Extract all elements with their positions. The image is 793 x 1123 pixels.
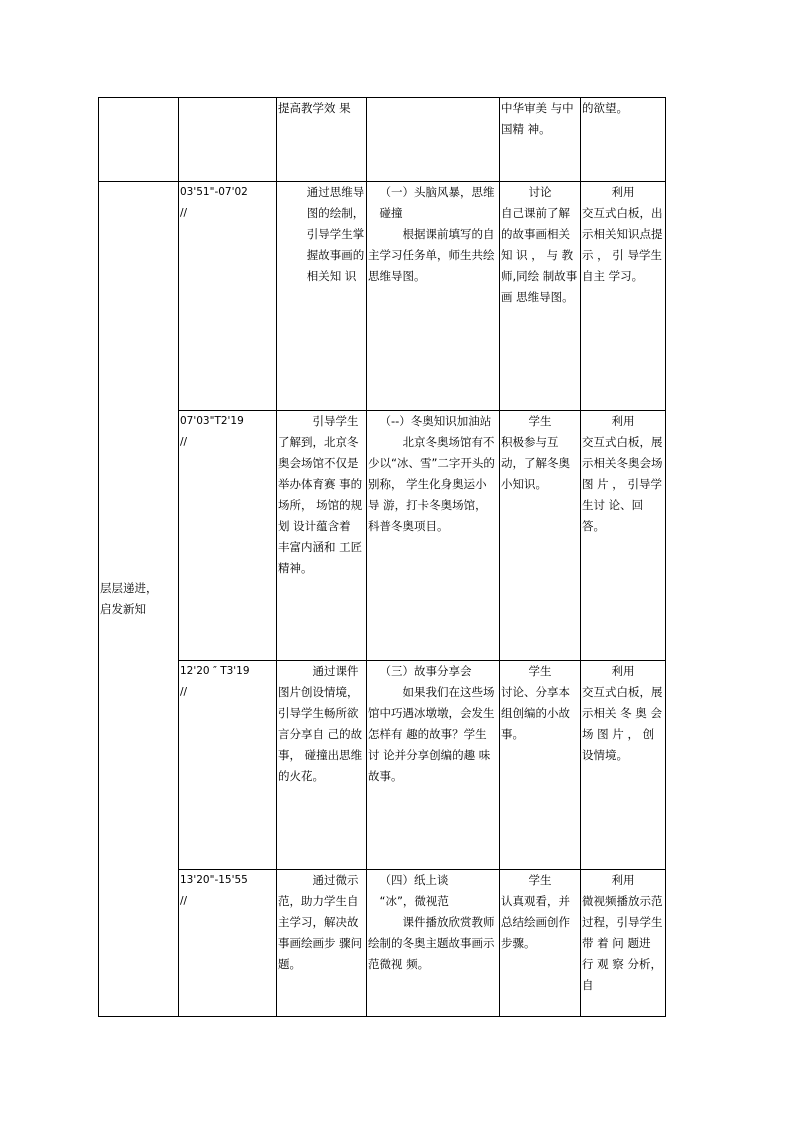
teacher-cell: [367, 98, 500, 182]
teacher-cell: （四）纸上谈 “冰”，微视范 课件播放欣赏教师绘制的冬奥主题故事画示范微视 频。: [367, 870, 500, 1017]
student-cell: 学生 积极参与互动，了解冬奥小知识。: [500, 411, 581, 661]
means-cell: 利用 微视频播放示范过程，引导学生 带 着 问 题进 行 观 察 分析，自: [581, 870, 666, 1017]
means-cell: 利用 交互式白板，展示相关 冬 奥 会 场 图 片 ， 创 设情境。: [581, 661, 666, 870]
means-cell: 的欲望。: [581, 98, 666, 182]
time-cell: 13'20"-15'55 //: [179, 870, 277, 1017]
means-cell: 利用 交互式白板，出示相关知识点提 示 ， 引 导学生自主 学习。: [581, 182, 666, 411]
student-cell: 讨论 自己课前了解的故事画相关知 识 ， 与 教师,同绘 制故事画 思维导图。: [500, 182, 581, 411]
goal-cell: 提高教学效 果: [277, 98, 367, 182]
means-cell: 利用 交互式白板，展示相关冬奥会场 图 片 ， 引导学生讨 论、回答。: [581, 411, 666, 661]
table-row: [99, 870, 666, 1017]
goal-cell: 通过思维导图的绘制，引导学生掌握故事画的相关知 识: [277, 182, 367, 411]
teacher-cell: （三）故事分享会 如果我们在这些场馆中巧遇冰墩墩，会发生怎样有 趣的故事？学生讨 论并分享创编的趣 味故事。: [367, 661, 500, 870]
stage-cell: [99, 98, 179, 182]
table-row: [99, 182, 666, 411]
goal-cell: 通过课件图片创设情境，引导学生畅所欲 言分享自 己的故事， 碰撞出思维 的火花。: [277, 661, 367, 870]
table-row: [99, 411, 666, 661]
student-cell: 中华审美 与中国精 神。: [500, 98, 581, 182]
table-row: [99, 98, 666, 182]
time-cell: [179, 98, 277, 182]
stage-cell: 层层递进， 启发新知: [99, 182, 179, 1017]
lesson-plan-table: [98, 97, 666, 1017]
table-row: [99, 661, 666, 870]
time-cell: 07'03"T2'19 //: [179, 411, 277, 661]
teacher-cell: （--）冬奥知识加油站 北京冬奥场馆有不少以“冰、雪”二字开头的别称， 学生化身奥运小导 游，打卡冬奥场馆， 科普冬奥项目。: [367, 411, 500, 661]
time-cell: 03'51"-07'02 //: [179, 182, 277, 411]
goal-cell: 通过微示范，助力学生自主学习，解决故事画绘画步 骤问题。: [277, 870, 367, 1017]
time-cell: 12'20 ″ T3'19 //: [179, 661, 277, 870]
student-cell: 学生 讨论、分享本组创编的小故事。: [500, 661, 581, 870]
goal-cell: 引导学生了解到，北京冬奥会场馆不仅是举办体育赛 事的场所， 场馆的规划 设计蕴含着 丰富内涵和 工匠精神。: [277, 411, 367, 661]
teacher-cell: （一）头脑风暴，思维碰撞 根据课前填写的自主学习任务单，师生共绘思维导图。: [367, 182, 500, 411]
student-cell: 学生 认真观看，并总结绘画创作步骤。: [500, 870, 581, 1017]
